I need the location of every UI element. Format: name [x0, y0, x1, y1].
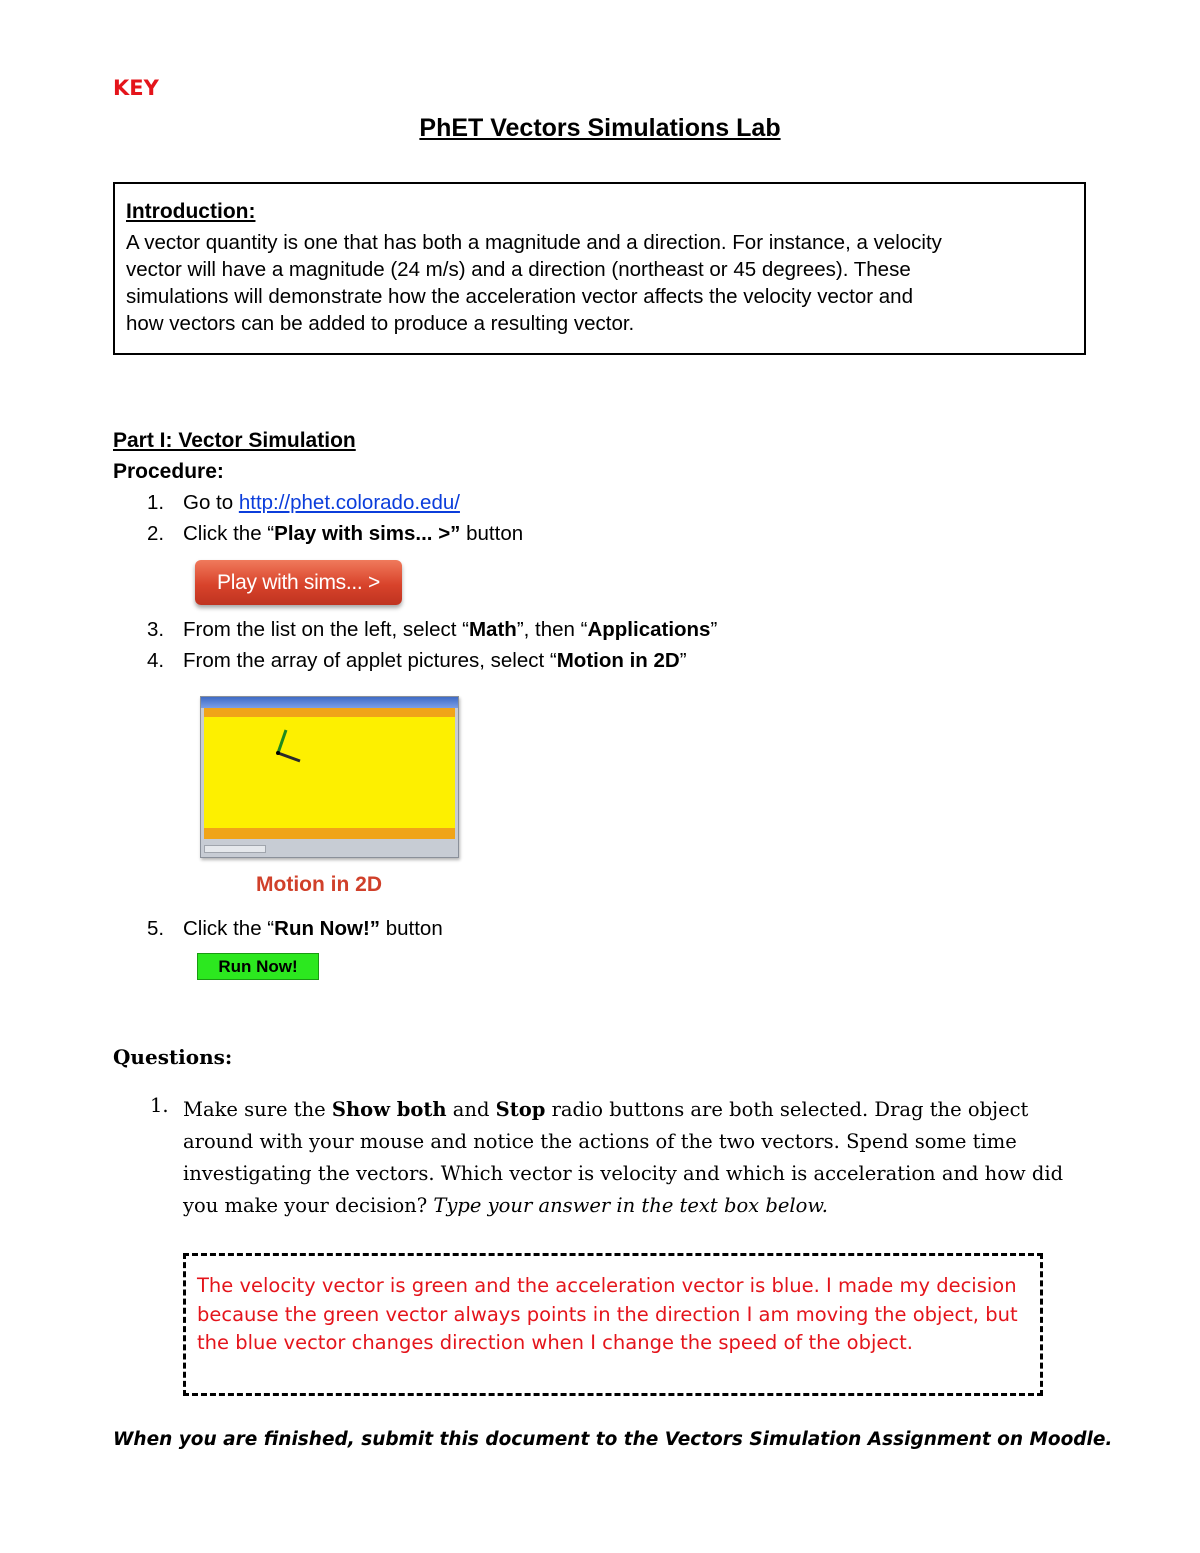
introduction-line: how vectors can be added to produce a resulting vector.	[126, 312, 635, 335]
step-number: 5.	[147, 917, 165, 940]
applet-titlebar	[201, 697, 458, 708]
answer-text[interactable]	[197, 1272, 1037, 1358]
introduction-line: A vector quantity is one that has both a magnitude and a direction. For instance, a velocity	[126, 231, 942, 254]
step-bold-text: Play with sims... >”	[274, 522, 461, 545]
applet-radio-bar	[204, 828, 455, 839]
question-text: Make sure the	[183, 1098, 332, 1121]
part1-heading: Part I: Vector Simulation	[113, 429, 356, 452]
question-text: radio buttons are both selected. Drag the object around with your mouse and notice the actions of the two vectors. Spend some time investigating the vectors. Which vector is velocity and which is acceleration and how did you make your decision?	[183, 1098, 1064, 1217]
question-instruction: Type your answer in the text box below.	[433, 1194, 828, 1217]
step-text: From the array of applet pictures, select “	[183, 649, 557, 672]
introduction-text	[126, 229, 1081, 337]
step-text: Go to	[183, 491, 239, 514]
applet-status-bar	[204, 845, 266, 853]
introduction-line: simulations will demonstrate how the acceleration vector affects the velocity vector and	[126, 285, 913, 308]
key-label: KEY	[113, 76, 159, 100]
run-now-button[interactable]: Run Now!	[197, 953, 319, 980]
step-3	[147, 618, 717, 642]
phet-link[interactable]: http://phet.colorado.edu/	[238, 491, 460, 514]
step-bold-text: Motion in 2D	[556, 649, 680, 672]
motion-in-2d-screenshot[interactable]	[200, 696, 459, 858]
question-number: 1.	[150, 1094, 169, 1117]
step-5	[147, 917, 443, 941]
show-both-label: Show both	[331, 1098, 447, 1121]
step-text: ”	[710, 618, 718, 641]
step-number: 4.	[147, 649, 165, 672]
step-bold-text: Run Now!”	[274, 917, 381, 940]
introduction-line: vector will have a magnitude (24 m/s) and a direction (northeast or 45 degrees). These	[126, 258, 911, 281]
step-1	[147, 491, 460, 515]
vector-drawing	[204, 717, 455, 828]
step-text: button	[380, 917, 443, 940]
step-text: ”, then “	[516, 618, 588, 641]
step-2	[147, 522, 523, 546]
answer-line: because the green vector always points in the direction I am moving the object, but	[197, 1302, 1018, 1326]
answer-line: the blue vector changes direction when I change the speed of the object.	[197, 1331, 913, 1354]
question-text: and	[446, 1098, 496, 1121]
step-text: Click the “	[183, 917, 275, 940]
answer-line: The velocity vector is green and the acceleration vector is blue. I made my decision	[197, 1274, 1017, 1297]
questions-heading: Questions:	[113, 1045, 233, 1069]
procedure-heading: Procedure:	[113, 460, 224, 483]
applet-control-bar	[204, 708, 455, 717]
step-text: Click the “	[183, 522, 275, 545]
play-with-sims-button[interactable]: Play with sims... >	[195, 560, 402, 605]
applet-canvas	[204, 717, 455, 828]
step-text: ”	[679, 649, 687, 672]
step-text: button	[460, 522, 524, 545]
motion-in-2d-caption[interactable]: Motion in 2D	[256, 873, 382, 896]
step-number: 3.	[147, 618, 165, 641]
page-title: PhET Vectors Simulations Lab	[419, 114, 781, 142]
introduction-heading: Introduction:	[126, 200, 256, 223]
step-4	[147, 649, 687, 673]
step-text: From the list on the left, select “	[183, 618, 469, 641]
step-bold-text: Math	[468, 618, 517, 641]
step-number: 2.	[147, 522, 165, 545]
submission-instruction: When you are finished, submit this document to the Vectors Simulation Assignment on Moodle.	[113, 1429, 1113, 1450]
question-1-text	[183, 1094, 1083, 1222]
step-bold-text: Applications	[587, 618, 711, 641]
step-number: 1.	[147, 491, 165, 514]
stop-label: Stop	[495, 1098, 546, 1121]
